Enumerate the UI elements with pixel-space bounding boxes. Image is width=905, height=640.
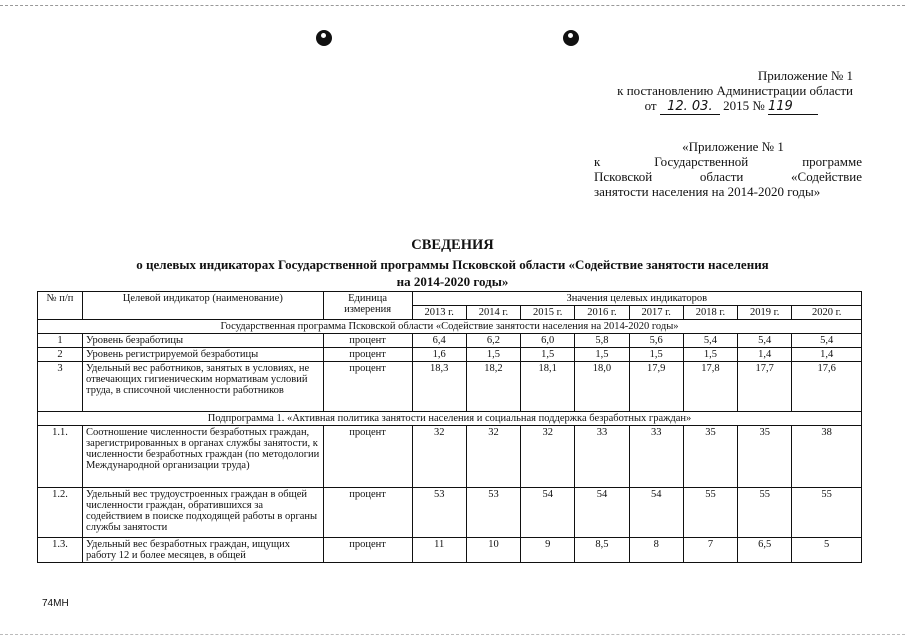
cell-value: 18,1 <box>521 362 575 412</box>
cell-value: 35 <box>738 426 792 488</box>
cell-value: 1,5 <box>466 348 520 362</box>
cell-value: 38 <box>792 426 862 488</box>
cell-value: 18,2 <box>466 362 520 412</box>
year-number-label: 2015 № <box>723 98 765 113</box>
cell-num: 2 <box>38 348 83 362</box>
bottom-edge-line <box>0 634 905 635</box>
header-year: 2018 г. <box>683 306 737 320</box>
cell-value: 1,5 <box>521 348 575 362</box>
cell-value: 17,8 <box>683 362 737 412</box>
cell-value: 33 <box>629 426 683 488</box>
cell-value: 32 <box>412 426 466 488</box>
cell-value: 7 <box>683 538 737 563</box>
section-program: Государственная программа Псковской области «Содействие занятости населения на 2014-2020 годы» <box>38 320 862 334</box>
cell-value: 55 <box>738 488 792 538</box>
cell-value: 1,4 <box>792 348 862 362</box>
header-indicator: Целевой индикатор (наименование) <box>83 292 324 320</box>
cell-value: 9 <box>521 538 575 563</box>
cell-value: 17,7 <box>738 362 792 412</box>
table-row <box>38 348 862 362</box>
cell-value: 53 <box>466 488 520 538</box>
footer-code: 74МН <box>42 598 69 609</box>
cell-value: 6,2 <box>466 334 520 348</box>
cell-value: 8 <box>629 538 683 563</box>
cell-value: 55 <box>792 488 862 538</box>
header-year: 2015 г. <box>521 306 575 320</box>
cell-value: 55 <box>683 488 737 538</box>
table-row <box>38 488 862 538</box>
punch-hole-left <box>316 30 332 46</box>
cell-value: 1,5 <box>683 348 737 362</box>
program-appendix-line2: к Государственной программе <box>594 154 862 169</box>
date-handwritten: 12. 03. <box>660 99 720 115</box>
cell-value: 32 <box>466 426 520 488</box>
cell-value: 5,6 <box>629 334 683 348</box>
cell-value: 54 <box>575 488 629 538</box>
header-year: 2014 г. <box>466 306 520 320</box>
appendix-block <box>560 68 853 115</box>
cell-value: 6,0 <box>521 334 575 348</box>
cell-value: 17,6 <box>792 362 862 412</box>
date-prefix: от <box>644 98 657 113</box>
cell-value: 35 <box>683 426 737 488</box>
cell-value: 18,0 <box>575 362 629 412</box>
cell-value: 8,5 <box>575 538 629 563</box>
header-year: 2020 г. <box>792 306 862 320</box>
cell-value: 1,5 <box>629 348 683 362</box>
table-row <box>38 362 862 412</box>
top-edge-line <box>0 5 905 6</box>
program-appendix-line1: «Приложение № 1 <box>682 139 784 154</box>
cell-value: 6,5 <box>738 538 792 563</box>
cell-unit: процент <box>323 334 412 348</box>
header-year: 2017 г. <box>629 306 683 320</box>
indicators-table <box>37 291 862 563</box>
appendix-line1: Приложение № 1 <box>757 68 853 83</box>
page-title: СВЕДЕНИЯ <box>411 237 494 253</box>
program-appendix-line3: Псковской области «Содействие <box>594 169 862 184</box>
cell-num: 1.2. <box>38 488 83 538</box>
cell-value: 5,8 <box>575 334 629 348</box>
punch-hole-right <box>563 30 579 46</box>
cell-indicator: Уровень регистрируемой безработицы <box>83 348 324 362</box>
cell-unit: процент <box>323 488 412 538</box>
cell-value: 6,4 <box>412 334 466 348</box>
cell-indicator: Удельный вес трудоустроенных граждан в общей численности граждан, обратившихся за содействием в поиске подходящей работы в органы службы занятости <box>83 488 324 538</box>
cell-indicator: Уровень безработицы <box>83 334 324 348</box>
appendix-line2: к постановлению Администрации области <box>617 83 853 98</box>
cell-unit: процент <box>323 348 412 362</box>
cell-value: 54 <box>521 488 575 538</box>
program-appendix-line4: занятости населения на 2014-2020 годы» <box>594 184 821 199</box>
header-year: 2016 г. <box>575 306 629 320</box>
header-num: № п/п <box>38 292 83 320</box>
cell-num: 1 <box>38 334 83 348</box>
number-handwritten: 119 <box>768 99 818 115</box>
table-row <box>38 334 862 348</box>
cell-value: 17,9 <box>629 362 683 412</box>
cell-num: 1.1. <box>38 426 83 488</box>
table-row <box>38 538 862 563</box>
cell-num: 3 <box>38 362 83 412</box>
page-subtitle-1: о целевых индикаторах Государственной программы Псковской области «Содействие занятости населения <box>136 257 769 272</box>
cell-unit: процент <box>323 426 412 488</box>
page-subtitle-2: на 2014-2020 годы» <box>396 274 509 289</box>
cell-value: 11 <box>412 538 466 563</box>
cell-value: 32 <box>521 426 575 488</box>
cell-value: 33 <box>575 426 629 488</box>
cell-value: 54 <box>629 488 683 538</box>
table-row <box>38 426 862 488</box>
cell-num: 1.3. <box>38 538 83 563</box>
section-subprogram-1: Подпрограмма 1. «Активная политика занятости населения и социальная поддержка безработных граждан» <box>38 412 862 426</box>
cell-value: 1,4 <box>738 348 792 362</box>
header-year: 2019 г. <box>738 306 792 320</box>
cell-unit: процент <box>323 362 412 412</box>
header-values: Значения целевых индикаторов <box>412 292 861 306</box>
cell-value: 5,4 <box>738 334 792 348</box>
cell-unit: процент <box>323 538 412 563</box>
program-appendix-block <box>594 139 862 199</box>
cell-value: 5,4 <box>792 334 862 348</box>
cell-value: 5,4 <box>683 334 737 348</box>
cell-value: 10 <box>466 538 520 563</box>
cell-value: 18,3 <box>412 362 466 412</box>
appendix-date-line <box>560 98 853 115</box>
cell-indicator: Удельный вес безработных граждан, ищущих работу 12 и более месяцев, в общей <box>83 538 324 563</box>
cell-value: 1,5 <box>575 348 629 362</box>
header-year: 2013 г. <box>412 306 466 320</box>
cell-indicator: Соотношение численности безработных граждан, зарегистрированных в органах службы занятости, к численности безработных граждан (по методологии Международной организации труда) <box>83 426 324 488</box>
cell-value: 5 <box>792 538 862 563</box>
cell-indicator: Удельный вес работников, занятых в условиях, не отвечающих гигиеническим нормативам условий труда, в списочной численности работников <box>83 362 324 412</box>
header-unit: Единица измерения <box>323 292 412 320</box>
cell-value: 1,6 <box>412 348 466 362</box>
cell-value: 53 <box>412 488 466 538</box>
